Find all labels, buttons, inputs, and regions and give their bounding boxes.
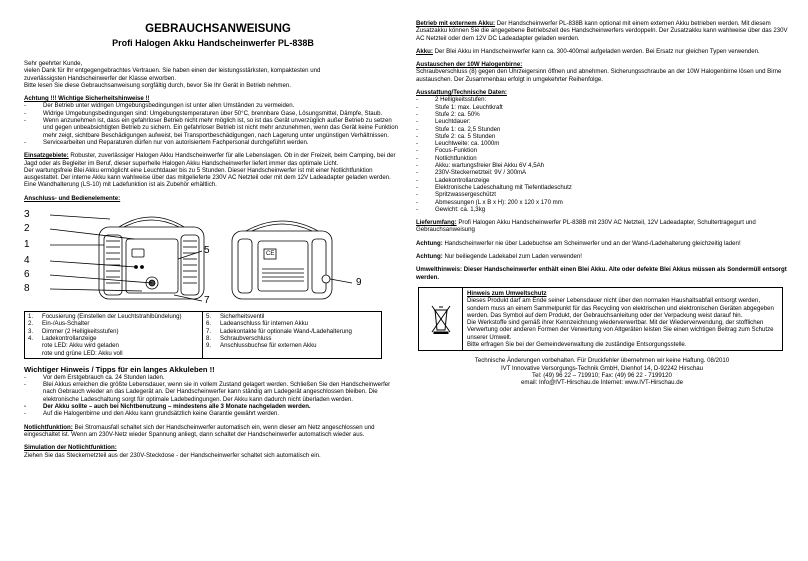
emergency-paragraph: [24, 424, 402, 439]
envbox-heading: Hinweis zum Umweltschutz: [467, 289, 547, 297]
legend-text: Sicherheitsventil: [220, 313, 265, 321]
list-item: - Leuchtweite: ca. 1000m: [416, 140, 788, 147]
delivery-text: Profi Halogen Akku Handscheinwerfer PL-838B mit 230V AC Netzteil, 12V Ladeadapter, Schultertragegurt und Gebrauchsanweisung: [416, 219, 756, 234]
list-item: - Gewicht: ca. 1,3kg: [416, 206, 788, 213]
list-item: - Auf die Halogenbirne und den Akku kann grundsätzlich keine Garantie gewährt werden.: [24, 410, 402, 417]
controls-heading: Anschluss- und Bedienelemente:: [24, 194, 121, 202]
bulb-text: Schraubverschluss (8) gegen den Uhrzeigersinn öffnen und abnehmen. Sicherungsschraube an der 10W Halogenbirne lösen und Birne austauschen. Der Zusammenbau erfolgt in umgekehrter Reihenfolge.: [416, 68, 782, 83]
list-item-text: - Stufe 2: ca. 50%: [435, 110, 480, 118]
footer-line: IVT Innovative Versorgungs-Technik GmbH, Dienhof 14, D-92242 Hirschau: [500, 364, 704, 372]
footer-line: email: Info@IVT-Hirschau.de Internet: www.IVT-Hirschau.de: [521, 379, 683, 387]
attention-label: Achtung:: [416, 239, 443, 247]
legend-row: [206, 328, 380, 335]
crossed-bin-icon: [419, 288, 463, 350]
legend-text: Focusierung (Einstellen der Leuchtstrahlbündelung): [42, 313, 182, 321]
list-item: - Elektronische Ladeschaltung mit Tiefentladeschutz: [416, 184, 788, 191]
intro-line: Bitte lesen Sie diese Gebrauchsanweisung sorgfältig durch, bevor Sie Ihr Gerät in Betrieb nehmen.: [24, 81, 291, 89]
envbox-p1: Dieses Produkt darf am Ende seiner Lebensdauer nicht über den normalen Haushaltsabfall entsorgt werden, sondern muss an einem Sammelpunkt für das Recycling von elektrischen und elektronischen Geräten abgegeben werden. Das Symbol auf dem Produkt, der Gebrauchsanleitung oder der Verpackung weist darauf hin.: [467, 297, 774, 319]
callout-8: 8: [24, 283, 30, 295]
legend-row: [206, 320, 380, 327]
legend-text: Ladekontrollanzeige: [42, 334, 97, 342]
left-column: [24, 0, 402, 459]
list-item: - Ladekontrollanzeige: [416, 177, 788, 184]
attention-text: Handscheinwerfer nie über Ladebuchse am Scheinwerfer und an der Wand-/Ladehalterung gleichzeitig laden!: [444, 239, 741, 247]
device-diagram: [24, 209, 402, 309]
legend-text: rote LED: Akku wird geladen: [42, 342, 119, 350]
list-item-text: - Stufe 2: ca. 5 Stunden: [435, 132, 496, 140]
usage-text-2: Der wartungsfreie Blei Akku ermöglicht eine Leuchtdauer bis zu 5 Stunden. Dieser Handscheinwerfer ist mit einer Notlichtfunktion ausgestattet. Der interne Akku kann wahlweise über das mitgelieferte 230V AC Netzteil oder mit dem 12V Ladeadapter geladen werden. Eine Wandhalterung (LS-10) mit Ladefunktion ist als Zubehör erhältlich.: [24, 166, 391, 189]
legend-num: 3.: [28, 327, 34, 335]
delivery-label: Lieferumfang:: [416, 219, 457, 227]
list-item: - Wenn anzunehmen ist, dass ein gefahrloser Betrieb nicht mehr möglich ist, so ist das Gerät unverzüglich außer Betrieb zu setzen und gegen unbeabsichtigten Betrieb zu sichern. Ein gefahrloser Betrieb ist nicht mehr anzunehmen, wenn das Gerät keine Funktion mehr zeigt, sichtbare Beschädigungen aufweist, bei Transportbeschädigungen, nach Lagerung unter ungünstigen Verhältnissen.: [24, 117, 402, 139]
list-item: - 2 Helligkeitsstufen:: [416, 96, 788, 103]
legend-num: 7.: [206, 327, 212, 335]
safety-heading: Achtung !!! Wichtige Sicherheitshinweise !!: [24, 95, 150, 103]
battery-text: Der Blei Akku im Handscheinwerfer kann ca. 300-400mal aufgeladen werden. Bei Ersatz nur gleichen Typen verwenden.: [434, 47, 760, 55]
attention-paragraph-2: [416, 253, 788, 260]
legend-row: [28, 313, 199, 320]
controls-legend: [24, 311, 382, 359]
legend-row: [206, 342, 380, 349]
list-item: - Akku: wartungsfreier Blei Akku 6V 4,5Ah: [416, 162, 788, 169]
simulation-label: Simulation der Notlichtfunktion:: [24, 444, 117, 452]
footer-line: Tel: (49) 96 22 – 719910; Fax: (49) 96 22 - 7199120: [532, 371, 672, 379]
envbox-p3: Bitte erfragen Sie bei der Gemeindeverwaltung die zuständige Entsorgungsstelle.: [467, 340, 687, 348]
legend-row: [28, 335, 199, 342]
list-item: - 230V-Steckernetzteil: 9V / 300mA: [416, 169, 788, 176]
legend-row: [206, 335, 380, 342]
delivery-paragraph: [416, 219, 788, 234]
legend-row: [28, 350, 199, 357]
list-item: - Abmessungen (L x B x H): 200 x 120 x 170 mm: [416, 199, 788, 206]
list-item: - Spritzwassergeschützt: [416, 191, 788, 198]
list-item: - Focus-Funktion: [416, 147, 788, 154]
legend-num: 6.: [206, 320, 212, 328]
attention-label-2: Achtung:: [416, 253, 443, 261]
legend-row: [28, 320, 199, 327]
legend-left: [25, 312, 203, 358]
legend-num: 8.: [206, 334, 212, 342]
legend-row: [28, 328, 199, 335]
list-item: - Der Betrieb unter widrigen Umgebungsbedingungen ist unter allen Umständen zu vermeiden.: [24, 102, 402, 109]
tips-heading: Wichtiger Hinweis / Tipps für ein langes Akkuleben !!: [24, 364, 215, 374]
page-subtitle: Profi Halogen Akku Handscheinwerfer PL-838B: [112, 38, 314, 48]
legend-text: Schraubverschluss: [220, 334, 272, 342]
footer-line: Technische Änderungen vorbehalten. Für Druckfehler übernehmen wir keine Haftung. 08/2010: [474, 357, 730, 365]
callout-4: 4: [24, 255, 30, 267]
ce-mark: CE: [266, 251, 275, 258]
callout-7: 7: [204, 295, 210, 307]
intro-line: zuverlässigsten Handscheinwerfer der Klasse erworben.: [24, 74, 177, 82]
right-column: [416, 20, 788, 386]
list-item: - Notlichtfunktion: [416, 155, 788, 162]
callout-3: 3: [24, 209, 30, 221]
emergency-label: Notlichtfunktion:: [24, 423, 73, 431]
usage-text: Robuster, zuverlässiger Halogen Akku Handscheinwerfer für alle Lebenslagen. Ob in der Freizeit, beim Camping, bei der Jagd oder als Begleiter im Beruf, dieser superhelle Halogen Akku Handscheinwerfer liefert immer das optimale Licht.: [24, 152, 396, 167]
list-item-text: - Widrige Umgebungsbedingungen sind: Umgebungstemperaturen über 50°C, brennbare Gase, Lösungsmittel, Dämpfe, Staub.: [43, 109, 383, 117]
legend-num: 2.: [28, 320, 34, 328]
legend-right: [203, 312, 383, 358]
battery-paragraph: [416, 48, 788, 55]
legend-text: Anschlussbuchse für externen Akku: [220, 342, 317, 350]
intro-line: vielen Dank für Ihr entgegengebrachtes Vertrauen. Sie haben einen der leistungsstärksten, kompaktesten und: [24, 67, 321, 75]
device-drawing-icon: [24, 209, 402, 309]
legend-text: Dimmer (2 Helligkeitsstufen): [42, 327, 119, 335]
legend-text: Ladekontakte für optionale Wand-/Ladehalterung: [220, 327, 352, 335]
footer: [416, 357, 788, 386]
callout-5: 5: [204, 245, 210, 257]
attention-paragraph: [416, 240, 788, 247]
list-item: [416, 133, 788, 140]
safety-list: [24, 102, 402, 146]
legend-text: rote und grüne LED: Akku voll: [42, 349, 123, 357]
list-item-text: - Stufe 1: ca. 2,5 Stunden: [435, 125, 501, 133]
callout-2: 2: [24, 223, 30, 235]
specs-list: [416, 96, 788, 213]
legend-text: Ein-/Aus-Schalter: [42, 320, 90, 328]
list-item: - Der Akku sollte – auch bei Nichtbenutzung – mindestens alle 3 Monate nachgeladen werden.: [24, 403, 402, 410]
attention-text-2: Nur beiliegende Ladekabel zum Laden verwenden!: [444, 253, 582, 261]
legend-num: 9.: [206, 342, 212, 350]
page-title: GEBRAUCHSANWEISUNG: [145, 23, 291, 35]
legend-row: [206, 313, 380, 320]
battery-label: Akku:: [416, 47, 433, 55]
callout-6: 6: [24, 269, 30, 281]
list-item: - Blei Akkus erreichen die größte Lebensdauer, wenn sie in vollem Zustand gelagert werden. Schließen Sie den Handscheinwerfer nach Gebrauch wieder an das Ladegerät an. Der Handscheinwerfer kann ständig am Ladegerät angeschlossen bleiben. Die elektronische Ladeschaltung sorgt für optimale Ladebedingungen. Der Akku kann dadurch nicht überladen werden.: [24, 381, 402, 403]
environment-box-text: [463, 288, 782, 350]
legend-row: [28, 342, 199, 349]
external-paragraph: [416, 20, 788, 42]
usage-paragraph: [24, 152, 402, 167]
environment-note: Umwelthinweis: Dieser Handscheinwerfer enthält einen Blei Akku. Alte oder defekte Blei Akkus müssen als Sondermüll entsorgt werden.: [416, 266, 787, 281]
list-item-text: - Stufe 1: max. Leuchtkraft: [435, 103, 503, 111]
callout-9: 9: [356, 277, 362, 289]
usage-label: Einsatzgebiete:: [24, 152, 69, 160]
external-label: Betrieb mit externem Akku:: [416, 20, 496, 27]
callout-1: 1: [24, 239, 30, 251]
list-item: [416, 111, 788, 118]
tips-list: [24, 374, 402, 418]
list-item: [416, 126, 788, 133]
legend-num: [28, 342, 42, 349]
list-item: [416, 104, 788, 111]
simulation-text: Ziehen Sie das Steckernetzteil aus der 230V-Steckdose - der Handscheinwerfer schaltet sich automatisch ein.: [24, 451, 321, 459]
list-item: - Leuchtdauer:: [416, 118, 788, 125]
legend-text: Ladeanschluss für internen Akku: [220, 320, 309, 328]
list-item: - Vor dem Erstgebrauch ca. 24 Stunden laden.: [24, 374, 402, 381]
legend-num: [28, 350, 42, 357]
list-item: [24, 110, 402, 117]
environment-box: [418, 287, 783, 351]
intro-greeting: Sehr geehrter Kunde,: [24, 60, 83, 67]
bulb-heading: Austauschen der 10W Halogenbirne:: [416, 61, 523, 69]
legend-num: 1.: [28, 313, 34, 321]
legend-num: 5.: [206, 313, 212, 321]
external-text: Der Handscheinwerfer PL-838B kann optional mit einem externen Akku betrieben werden. Mit diesem Zusatzakku können Sie die angegebene Betriebszeit des Handscheinwerfers verdoppeln. Der Zusatzakku kann wahlweise über das 230V AC Netzteil oder dem 12V DC Ladeadapter geladen werden.: [416, 20, 788, 42]
specs-heading: Ausstattung/Technische Daten:: [416, 89, 507, 97]
envbox-p2: Die Werkstoffe sind gemäß ihrer Kennzeichnung wiederverwertbar. Mit der Wiederverwendung, der stofflichen Verwertung oder anderen Formen der Verwertung von Altgeräten leisten Sie einen wichtigen Beitrag zum Schutze unserer Umwelt.: [467, 319, 774, 341]
emergency-text: Bei Stromausfall schaltet sich der Handscheinwerfer automatisch ein, wenn dieser am Netz angeschlossen und eingeschaltet ist. Wenn am 230V-Netz wieder Spannung anliegt, dann schaltet der Handscheinwerfer automatisch wieder aus.: [24, 423, 375, 438]
legend-num: 4.: [28, 334, 34, 342]
list-item: - Servicearbeiten und Reparaturen dürfen nur von autorisiertem Fachpersonal durchgeführt werden.: [24, 139, 402, 146]
